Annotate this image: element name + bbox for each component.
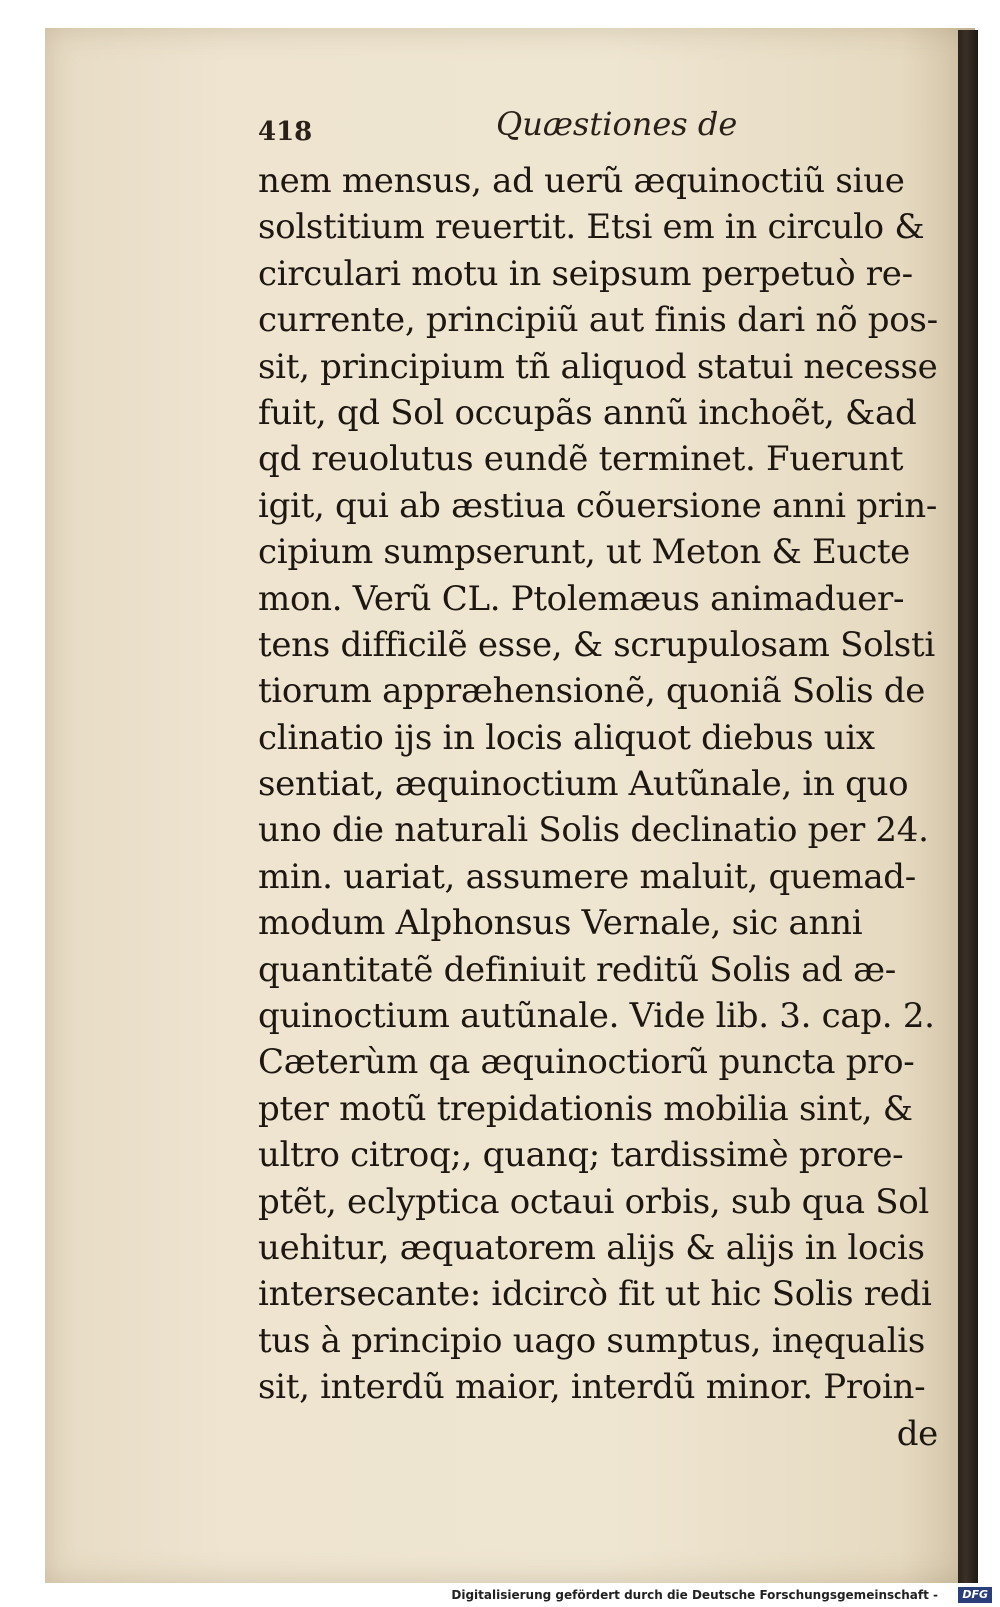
- text-line: tiorum appræhensionẽ, quoniã Solis de: [258, 671, 926, 712]
- text-line: uno die naturali Solis declinatio per 24.: [258, 810, 929, 851]
- text-line: circulari motu in seipsum perpetuò re-: [258, 253, 913, 294]
- page-number: 418: [258, 117, 313, 147]
- dfg-logo: DFG: [958, 1587, 992, 1603]
- running-title: Quæstiones de: [496, 105, 738, 143]
- text-line: sit, principium tñ aliquod statui necesse: [258, 346, 938, 387]
- text-line: igit, qui ab æstiua cõuersione anni prin-: [258, 485, 938, 526]
- text-line: fuit, qd Sol occupãs annũ inchoẽt, &ad: [258, 392, 917, 433]
- text-line: clinatio ijs in locis aliquot diebus uix: [258, 717, 875, 758]
- body-text: [258, 158, 938, 1457]
- text-line: cipium sumpserunt, ut Meton & Eucte: [258, 532, 911, 573]
- catchword: de: [896, 1413, 938, 1454]
- footer-bar: [0, 1585, 1000, 1607]
- text-line: tens difficilẽ esse, & scrupulosam Solsti: [258, 624, 935, 665]
- funding-credit: Digitalisierung gefördert durch die Deutsche Forschungsgemeinschaft -: [451, 1588, 938, 1602]
- text-line: quinoctium autũnale. Vide lib. 3. cap. 2.: [258, 996, 935, 1037]
- text-line: modum Alphonsus Vernale, sic anni: [258, 903, 863, 944]
- page-header: [258, 105, 938, 155]
- text-line: intersecante: idcircò fit ut hic Solis redi: [258, 1274, 932, 1315]
- text-line: ultro citroq;, quanq; tardissimè prore-: [258, 1135, 904, 1176]
- text-line: currente, principiũ aut finis dari nõ pos-: [258, 300, 938, 341]
- text-line: pter motũ trepidationis mobilia sint, &: [258, 1088, 913, 1129]
- text-line: quantitatẽ definiuit reditũ Solis ad æ-: [258, 949, 896, 990]
- text-line: qd reuolutus eundẽ terminet. Fuerunt: [258, 439, 904, 480]
- text-line: Cæterùm qa æquinoctiorũ puncta pro-: [258, 1042, 915, 1083]
- text-line: tus à principio uago sumptus, inęqualis: [258, 1320, 926, 1361]
- text-line: uehitur, æquatorem alijs & alijs in locis: [258, 1227, 925, 1268]
- text-line: sentiat, æquinoctium Autũnale, in quo: [258, 764, 909, 805]
- text-line: solstitium reuertit. Etsi em in circulo &: [258, 207, 925, 248]
- text-line: ptẽt, eclyptica octaui orbis, sub qua Sol: [258, 1181, 929, 1222]
- page-binding-edge: [958, 30, 978, 1583]
- text-line: nem mensus, ad uerũ æquinoctiũ siue: [258, 161, 905, 201]
- text-line: sit, interdũ maior, interdũ minor. Proin-: [258, 1367, 926, 1408]
- text-line: mon. Verũ CL. Ptolemæus animaduer-: [258, 578, 905, 619]
- text-line: min. uariat, assumere maluit, quemad-: [258, 856, 916, 897]
